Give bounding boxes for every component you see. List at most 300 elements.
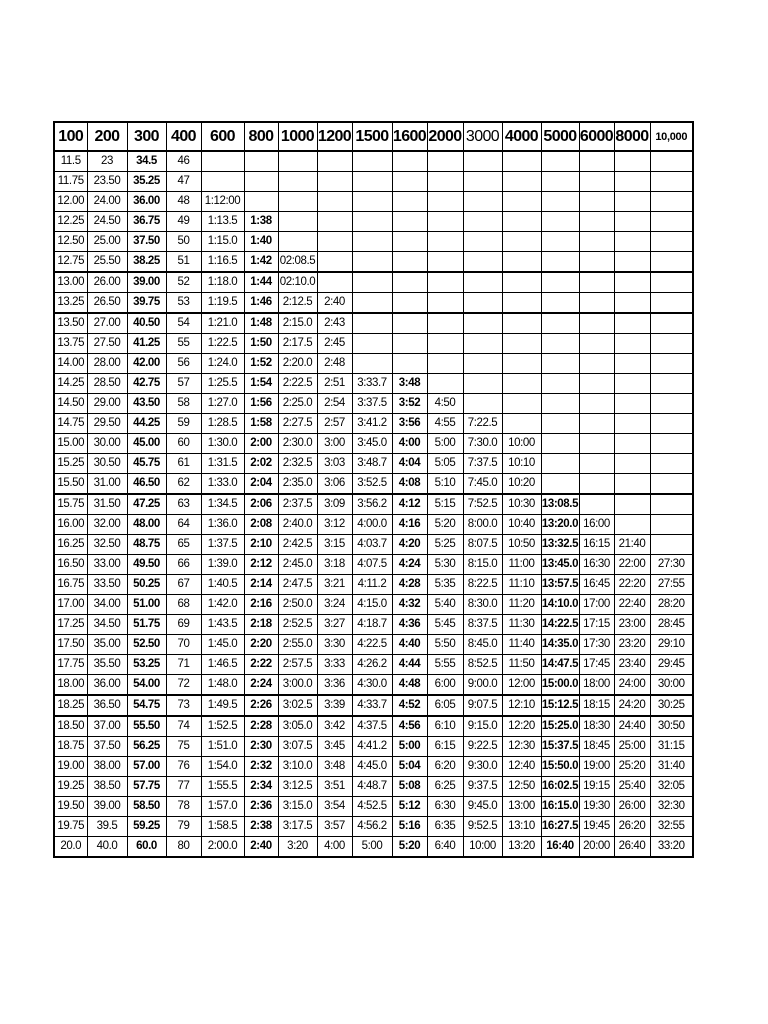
table-cell: 2:16 bbox=[244, 595, 278, 615]
table-cell: 37.50 bbox=[127, 232, 166, 252]
table-cell: 11.75 bbox=[54, 172, 87, 192]
table-cell bbox=[541, 293, 579, 314]
table-cell bbox=[579, 151, 614, 172]
table-row bbox=[54, 675, 693, 696]
table-cell: 1:34.5 bbox=[201, 494, 244, 515]
table-cell: 2:28 bbox=[244, 716, 278, 737]
table-cell: 1:40 bbox=[244, 232, 278, 252]
table-cell bbox=[392, 272, 427, 293]
table-cell: 35.50 bbox=[87, 655, 127, 675]
table-cell: 6:00 bbox=[427, 675, 463, 696]
table-cell: 71 bbox=[166, 655, 201, 675]
table-cell bbox=[579, 272, 614, 293]
table-cell bbox=[650, 535, 693, 555]
table-cell: 1:45.0 bbox=[201, 635, 244, 655]
table-cell: 36.50 bbox=[87, 695, 127, 716]
table-cell: 1:52.5 bbox=[201, 716, 244, 737]
table-cell: 1:33.0 bbox=[201, 474, 244, 495]
table-cell bbox=[427, 151, 463, 172]
table-cell: 7:52.5 bbox=[463, 494, 502, 515]
table-cell: 15:00.0 bbox=[541, 675, 579, 696]
table-cell bbox=[650, 272, 693, 293]
table-cell: 3:36 bbox=[317, 675, 352, 696]
table-row bbox=[54, 454, 693, 474]
table-cell: 59.25 bbox=[127, 817, 166, 837]
table-cell bbox=[650, 474, 693, 495]
table-cell: 3:51 bbox=[317, 777, 352, 797]
table-cell: 48.00 bbox=[127, 515, 166, 535]
table-cell: 17.00 bbox=[54, 595, 87, 615]
table-cell bbox=[463, 272, 502, 293]
table-cell: 2:30 bbox=[244, 737, 278, 757]
table-cell: 6:10 bbox=[427, 716, 463, 737]
table-cell bbox=[278, 192, 317, 212]
table-cell: 41.25 bbox=[127, 334, 166, 354]
table-cell: 15.50 bbox=[54, 474, 87, 495]
table-cell bbox=[650, 515, 693, 535]
table-cell bbox=[614, 232, 650, 252]
table-cell: 27:55 bbox=[650, 575, 693, 595]
table-cell bbox=[352, 212, 392, 232]
table-cell: 4:12 bbox=[392, 494, 427, 515]
table-cell: 15:50.0 bbox=[541, 757, 579, 777]
table-cell: 8:52.5 bbox=[463, 655, 502, 675]
table-cell: 60 bbox=[166, 434, 201, 454]
table-cell bbox=[579, 434, 614, 454]
table-row bbox=[54, 615, 693, 635]
table-cell bbox=[614, 434, 650, 454]
table-cell: 1:56 bbox=[244, 394, 278, 414]
table-cell bbox=[392, 232, 427, 252]
table-cell: 17.25 bbox=[54, 615, 87, 635]
table-cell: 19.50 bbox=[54, 797, 87, 817]
table-cell: 34.00 bbox=[87, 595, 127, 615]
table-cell: 10:20 bbox=[502, 474, 541, 495]
table-cell bbox=[650, 394, 693, 414]
table-cell bbox=[614, 272, 650, 293]
table-cell bbox=[579, 494, 614, 515]
table-cell: 4:20 bbox=[392, 535, 427, 555]
table-cell: 27.50 bbox=[87, 334, 127, 354]
table-cell bbox=[579, 454, 614, 474]
table-cell: 2:20.0 bbox=[278, 354, 317, 374]
table-cell: 2:57.5 bbox=[278, 655, 317, 675]
table-cell: 15.00 bbox=[54, 434, 87, 454]
table-cell: 1:48 bbox=[244, 313, 278, 334]
table-cell: 3:39 bbox=[317, 695, 352, 716]
column-header-6000: 6000 bbox=[579, 122, 614, 151]
table-cell: 60.0 bbox=[127, 837, 166, 858]
table-cell: 25:00 bbox=[614, 737, 650, 757]
table-cell: 2:26 bbox=[244, 695, 278, 716]
table-cell: 1:48.0 bbox=[201, 675, 244, 696]
table-cell: 23:20 bbox=[614, 635, 650, 655]
table-cell: 1:22.5 bbox=[201, 334, 244, 354]
table-cell bbox=[317, 192, 352, 212]
table-cell bbox=[614, 374, 650, 394]
table-row bbox=[54, 777, 693, 797]
table-cell: 13:32.5 bbox=[541, 535, 579, 555]
table-cell bbox=[502, 252, 541, 273]
column-header-2000: 2000 bbox=[427, 122, 463, 151]
table-cell: 51 bbox=[166, 252, 201, 273]
table-cell: 3:54 bbox=[317, 797, 352, 817]
table-row bbox=[54, 474, 693, 495]
table-cell: 4:03.7 bbox=[352, 535, 392, 555]
table-cell: 4:00 bbox=[392, 434, 427, 454]
table-cell: 2:40 bbox=[317, 293, 352, 314]
table-cell: 14.75 bbox=[54, 414, 87, 434]
table-cell: 1:38 bbox=[244, 212, 278, 232]
table-cell: 40.0 bbox=[87, 837, 127, 858]
table-cell: 62 bbox=[166, 474, 201, 495]
table-row bbox=[54, 414, 693, 434]
table-cell bbox=[352, 232, 392, 252]
table-cell bbox=[352, 293, 392, 314]
table-cell: 30:25 bbox=[650, 695, 693, 716]
table-cell: 2:22.5 bbox=[278, 374, 317, 394]
table-row bbox=[54, 293, 693, 314]
table-cell: 22:20 bbox=[614, 575, 650, 595]
table-cell: 57 bbox=[166, 374, 201, 394]
table-cell: 4:52.5 bbox=[352, 797, 392, 817]
table-cell: 5:45 bbox=[427, 615, 463, 635]
column-header-600: 600 bbox=[201, 122, 244, 151]
table-cell bbox=[541, 394, 579, 414]
table-cell bbox=[392, 354, 427, 374]
table-cell bbox=[502, 272, 541, 293]
table-cell bbox=[352, 192, 392, 212]
table-cell bbox=[614, 494, 650, 515]
table-cell: 49 bbox=[166, 212, 201, 232]
table-cell: 10:50 bbox=[502, 535, 541, 555]
table-cell: 3:03 bbox=[317, 454, 352, 474]
table-cell: 2:15.0 bbox=[278, 313, 317, 334]
table-cell: 5:15 bbox=[427, 494, 463, 515]
table-cell: 2:02 bbox=[244, 454, 278, 474]
table-cell: 8:00.0 bbox=[463, 515, 502, 535]
column-header-800: 800 bbox=[244, 122, 278, 151]
table-cell bbox=[614, 334, 650, 354]
table-cell: 30:00 bbox=[650, 675, 693, 696]
table-cell: 10:10 bbox=[502, 454, 541, 474]
table-cell bbox=[427, 313, 463, 334]
table-cell: 4:26.2 bbox=[352, 655, 392, 675]
table-cell: 2:32.5 bbox=[278, 454, 317, 474]
table-cell: 10:30 bbox=[502, 494, 541, 515]
column-header-4000: 4000 bbox=[502, 122, 541, 151]
table-cell: 5:05 bbox=[427, 454, 463, 474]
table-cell bbox=[278, 232, 317, 252]
table-cell bbox=[427, 232, 463, 252]
table-cell: 1:27.0 bbox=[201, 394, 244, 414]
table-cell: 65 bbox=[166, 535, 201, 555]
table-cell: 31:40 bbox=[650, 757, 693, 777]
table-cell: 50 bbox=[166, 232, 201, 252]
table-cell: 5:00 bbox=[392, 737, 427, 757]
table-cell: 8:07.5 bbox=[463, 535, 502, 555]
table-cell: 39.75 bbox=[127, 293, 166, 314]
table-cell bbox=[541, 334, 579, 354]
table-cell: 2:18 bbox=[244, 615, 278, 635]
table-cell: 1:12:00 bbox=[201, 192, 244, 212]
table-cell: 38.25 bbox=[127, 252, 166, 273]
table-cell: 9:00.0 bbox=[463, 675, 502, 696]
table-row bbox=[54, 252, 693, 273]
table-cell: 80 bbox=[166, 837, 201, 858]
table-cell: 18.75 bbox=[54, 737, 87, 757]
table-cell: 31.50 bbox=[87, 494, 127, 515]
table-row bbox=[54, 192, 693, 212]
table-cell: 73 bbox=[166, 695, 201, 716]
column-header-5000: 5000 bbox=[541, 122, 579, 151]
table-cell: 35.25 bbox=[127, 172, 166, 192]
table-cell: 19:45 bbox=[579, 817, 614, 837]
table-cell bbox=[427, 293, 463, 314]
table-cell bbox=[317, 272, 352, 293]
table-cell: 11:30 bbox=[502, 615, 541, 635]
table-cell: 18:00 bbox=[579, 675, 614, 696]
table-cell: 54.00 bbox=[127, 675, 166, 696]
table-cell: 12.00 bbox=[54, 192, 87, 212]
table-cell bbox=[541, 474, 579, 495]
table-cell: 74 bbox=[166, 716, 201, 737]
table-cell bbox=[614, 474, 650, 495]
table-cell: 33:20 bbox=[650, 837, 693, 858]
table-row bbox=[54, 172, 693, 192]
table-cell: 46 bbox=[166, 151, 201, 172]
table-cell bbox=[352, 172, 392, 192]
table-cell: 18.00 bbox=[54, 675, 87, 696]
table-cell bbox=[463, 212, 502, 232]
table-cell: 29:45 bbox=[650, 655, 693, 675]
table-cell: 13:45.0 bbox=[541, 555, 579, 575]
table-cell: 26:20 bbox=[614, 817, 650, 837]
table-cell: 4:11.2 bbox=[352, 575, 392, 595]
table-cell bbox=[392, 172, 427, 192]
table-cell: 7:37.5 bbox=[463, 454, 502, 474]
table-body bbox=[54, 151, 693, 857]
table-cell bbox=[502, 212, 541, 232]
table-cell: 18:15 bbox=[579, 695, 614, 716]
pace-table bbox=[53, 121, 694, 858]
table-cell: 1:54.0 bbox=[201, 757, 244, 777]
table-cell bbox=[463, 313, 502, 334]
table-cell: 4:07.5 bbox=[352, 555, 392, 575]
table-cell: 9:45.0 bbox=[463, 797, 502, 817]
table-cell: 14:22.5 bbox=[541, 615, 579, 635]
table-cell: 27.00 bbox=[87, 313, 127, 334]
table-cell bbox=[541, 252, 579, 273]
table-cell: 2:45.0 bbox=[278, 555, 317, 575]
table-cell: 57.75 bbox=[127, 777, 166, 797]
table-cell bbox=[392, 293, 427, 314]
table-cell: 4:56 bbox=[392, 716, 427, 737]
table-cell bbox=[579, 172, 614, 192]
table-cell: 13:57.5 bbox=[541, 575, 579, 595]
table-cell: 3:12 bbox=[317, 515, 352, 535]
table-cell bbox=[352, 252, 392, 273]
table-cell: 5:25 bbox=[427, 535, 463, 555]
column-header-3000: 3000 bbox=[463, 122, 502, 151]
table-cell: 11:00 bbox=[502, 555, 541, 575]
table-cell bbox=[427, 172, 463, 192]
table-row bbox=[54, 555, 693, 575]
table-cell bbox=[579, 474, 614, 495]
table-cell: 24.00 bbox=[87, 192, 127, 212]
table-cell: 32:05 bbox=[650, 777, 693, 797]
table-cell bbox=[502, 293, 541, 314]
table-cell: 10:00 bbox=[463, 837, 502, 858]
table-cell: 20.0 bbox=[54, 837, 87, 858]
table-cell bbox=[317, 232, 352, 252]
table-cell: 25:40 bbox=[614, 777, 650, 797]
table-cell: 2:34 bbox=[244, 777, 278, 797]
table-cell bbox=[463, 252, 502, 273]
table-cell: 24:00 bbox=[614, 675, 650, 696]
table-cell: 36.75 bbox=[127, 212, 166, 232]
table-cell: 32.00 bbox=[87, 515, 127, 535]
table-row bbox=[54, 695, 693, 716]
table-cell: 34.5 bbox=[127, 151, 166, 172]
table-cell: 26:40 bbox=[614, 837, 650, 858]
table-cell: 1:49.5 bbox=[201, 695, 244, 716]
table-cell: 3:33 bbox=[317, 655, 352, 675]
table-cell bbox=[614, 454, 650, 474]
table-cell: 19.75 bbox=[54, 817, 87, 837]
table-cell: 13:08.5 bbox=[541, 494, 579, 515]
table-cell: 2:40.0 bbox=[278, 515, 317, 535]
table-cell: 4:45.0 bbox=[352, 757, 392, 777]
table-cell: 16.50 bbox=[54, 555, 87, 575]
table-cell: 1:16.5 bbox=[201, 252, 244, 273]
table-cell bbox=[614, 212, 650, 232]
table-cell: 3:24 bbox=[317, 595, 352, 615]
table-cell: 16:15 bbox=[579, 535, 614, 555]
table-cell: 2:37.5 bbox=[278, 494, 317, 515]
table-cell: 3:33.7 bbox=[352, 374, 392, 394]
table-cell: 42.75 bbox=[127, 374, 166, 394]
column-header-1500: 1500 bbox=[352, 122, 392, 151]
table-cell: 51.00 bbox=[127, 595, 166, 615]
table-cell bbox=[463, 172, 502, 192]
table-cell: 43.50 bbox=[127, 394, 166, 414]
table-cell: 2:40 bbox=[244, 837, 278, 858]
table-cell: 1:15.0 bbox=[201, 232, 244, 252]
table-cell bbox=[614, 151, 650, 172]
table-cell: 75 bbox=[166, 737, 201, 757]
table-cell bbox=[427, 334, 463, 354]
table-cell: 3:37.5 bbox=[352, 394, 392, 414]
table-cell: 1:18.0 bbox=[201, 272, 244, 293]
table-cell: 55.50 bbox=[127, 716, 166, 737]
table-cell bbox=[502, 192, 541, 212]
table-cell bbox=[614, 354, 650, 374]
table-cell: 1:42 bbox=[244, 252, 278, 273]
table-cell: 1:19.5 bbox=[201, 293, 244, 314]
table-cell: 15:25.0 bbox=[541, 716, 579, 737]
table-cell bbox=[278, 151, 317, 172]
table-cell: 59 bbox=[166, 414, 201, 434]
table-cell: 38.00 bbox=[87, 757, 127, 777]
table-cell: 54 bbox=[166, 313, 201, 334]
table-cell: 4:50 bbox=[427, 394, 463, 414]
table-cell: 12:40 bbox=[502, 757, 541, 777]
table-cell: 2:17.5 bbox=[278, 334, 317, 354]
table-cell: 3:02.5 bbox=[278, 695, 317, 716]
table-cell: 49.50 bbox=[127, 555, 166, 575]
table-cell: 18.25 bbox=[54, 695, 87, 716]
table-cell bbox=[650, 414, 693, 434]
table-cell: 1:58.5 bbox=[201, 817, 244, 837]
table-cell bbox=[541, 272, 579, 293]
table-cell: 3:15 bbox=[317, 535, 352, 555]
table-cell: 8:45.0 bbox=[463, 635, 502, 655]
column-header-100: 100 bbox=[54, 122, 87, 151]
header-row bbox=[54, 122, 693, 151]
table-cell bbox=[541, 192, 579, 212]
table-cell: 78 bbox=[166, 797, 201, 817]
table-cell: 17:30 bbox=[579, 635, 614, 655]
table-cell: 28:45 bbox=[650, 615, 693, 635]
table-cell: 16.00 bbox=[54, 515, 87, 535]
table-cell: 13:20 bbox=[502, 837, 541, 858]
table-cell: 4:52 bbox=[392, 695, 427, 716]
table-cell: 17.75 bbox=[54, 655, 87, 675]
table-cell: 4:24 bbox=[392, 555, 427, 575]
table-cell: 4:36 bbox=[392, 615, 427, 635]
table-cell: 2:00 bbox=[244, 434, 278, 454]
table-cell bbox=[614, 192, 650, 212]
table-cell bbox=[317, 252, 352, 273]
table-cell: 1:50 bbox=[244, 334, 278, 354]
table-cell: 1:51.0 bbox=[201, 737, 244, 757]
table-cell: 1:58 bbox=[244, 414, 278, 434]
table-cell: 54.75 bbox=[127, 695, 166, 716]
table-cell: 3:48 bbox=[392, 374, 427, 394]
table-cell: 3:56.2 bbox=[352, 494, 392, 515]
table-row bbox=[54, 394, 693, 414]
table-cell: 13.25 bbox=[54, 293, 87, 314]
table-cell: 15.25 bbox=[54, 454, 87, 474]
table-cell: 2:08 bbox=[244, 515, 278, 535]
table-cell bbox=[392, 212, 427, 232]
table-cell: 29.00 bbox=[87, 394, 127, 414]
table-cell: 39.00 bbox=[127, 272, 166, 293]
table-cell: 30.00 bbox=[87, 434, 127, 454]
table-cell bbox=[579, 192, 614, 212]
table-cell: 66 bbox=[166, 555, 201, 575]
table-cell: 14.50 bbox=[54, 394, 87, 414]
table-cell: 31:15 bbox=[650, 737, 693, 757]
table-cell: 53.25 bbox=[127, 655, 166, 675]
table-cell bbox=[317, 151, 352, 172]
table-cell: 23:40 bbox=[614, 655, 650, 675]
table-cell: 2:06 bbox=[244, 494, 278, 515]
table-cell: 38.50 bbox=[87, 777, 127, 797]
table-cell: 17:00 bbox=[579, 595, 614, 615]
table-cell: 30:50 bbox=[650, 716, 693, 737]
table-cell bbox=[650, 172, 693, 192]
table-cell: 9:30.0 bbox=[463, 757, 502, 777]
table-cell: 8:37.5 bbox=[463, 615, 502, 635]
table-cell bbox=[579, 394, 614, 414]
table-cell bbox=[541, 172, 579, 192]
table-cell: 6:05 bbox=[427, 695, 463, 716]
table-cell: 11:40 bbox=[502, 635, 541, 655]
table-cell: 2:25.0 bbox=[278, 394, 317, 414]
table-cell: 18.50 bbox=[54, 716, 87, 737]
